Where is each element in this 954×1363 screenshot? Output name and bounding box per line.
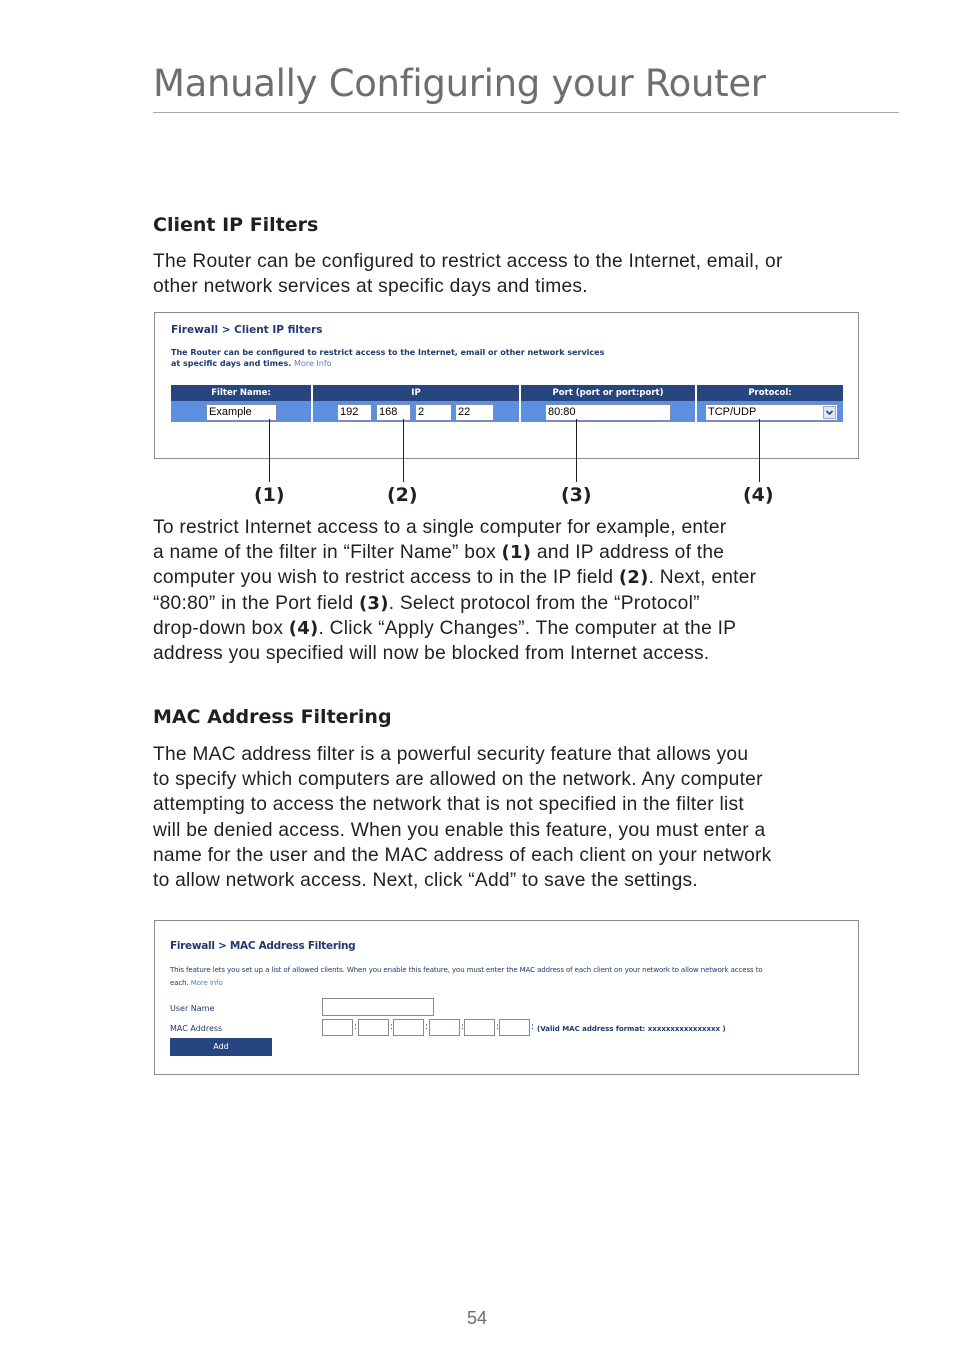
description-line: This feature lets you set up a list of allowed clients. When you enable this feature, you must enter the MAC address of each client on your network to allow network access to [170, 966, 763, 974]
body-text: and IP address of the [531, 542, 725, 564]
title-divider [153, 112, 899, 113]
body-text: . Select protocol from the “Protocol” [388, 592, 700, 614]
mac-octet-3-input[interactable] [393, 1019, 424, 1036]
more-info-link[interactable]: More Info [190, 978, 223, 987]
description-line: at specific days and times. [171, 358, 292, 368]
filter-name-input[interactable]: Example [206, 404, 277, 421]
port-input[interactable]: 80:80 [545, 404, 671, 421]
mac-address-label: MAC Address [170, 1024, 223, 1033]
body-line: The MAC address filter is a powerful security feature that allows you [153, 744, 749, 765]
protocol-selected-value: TCP/UDP [708, 406, 757, 418]
column-header-filter-name: Filter Name: [171, 385, 311, 401]
intro-line: The Router can be configured to restrict access to the Internet, email, or [153, 251, 783, 272]
column-header-ip: IP [313, 385, 519, 401]
client-ip-filters-screenshot [154, 312, 859, 459]
body-line: to allow network access. Next, click “Add” to save the settings. [153, 870, 698, 892]
page-title: Manually Configuring your Router [153, 62, 766, 105]
inline-callout-ref: (2) [618, 567, 649, 589]
mac-octet-4-input[interactable] [429, 1019, 460, 1036]
mac-octet-1-input[interactable] [322, 1019, 353, 1036]
screenshot-description [171, 348, 604, 369]
inline-callout-ref: (3) [358, 592, 389, 614]
callout-line-2 [403, 419, 404, 482]
body-line: To restrict Internet access to a single computer for example, enter [153, 517, 727, 538]
body-line: attempting to access the network that is not specified in the filter list [153, 794, 744, 816]
table-header-row [171, 385, 843, 401]
ip-octet-3-input[interactable]: 2 [415, 404, 452, 421]
mac-octet-5-input[interactable] [464, 1019, 495, 1036]
body-text: . Next, enter [648, 567, 757, 589]
body-line: to specify which computers are allowed on the network. Any computer [153, 769, 763, 791]
mac-filtering-description [153, 742, 933, 893]
page-number: 54 [466, 1308, 488, 1328]
section-heading-client-ip-filters: Client IP Filters [153, 214, 319, 236]
more-info-link[interactable]: More Info [294, 358, 332, 368]
intro-line: other network services at specific days and times. [153, 276, 588, 298]
client-ip-filters-instructions [153, 515, 913, 666]
protocol-select[interactable] [705, 404, 838, 421]
description-line: The Router can be configured to restrict access to the Internet, email or other network services [171, 348, 605, 357]
section-heading-mac-address-filtering: MAC Address Filtering [153, 706, 392, 728]
screenshot-title: Firewall > MAC Address Filtering [170, 940, 356, 952]
callout-label-3: (3) [561, 484, 592, 506]
filter-table [171, 385, 843, 422]
description-line: each. [170, 978, 189, 987]
section-intro [153, 249, 893, 299]
colon-separator: : [531, 1022, 535, 1032]
callout-line-4 [759, 419, 760, 482]
mac-octet-6-input[interactable] [499, 1019, 530, 1036]
screenshot-title: Firewall > Client IP filters [171, 324, 323, 336]
body-text: “80:80” in the Port field [153, 592, 359, 614]
inline-callout-ref: (4) [288, 617, 319, 639]
callout-label-1: (1) [254, 484, 285, 506]
colon-separator: : [390, 1022, 394, 1032]
body-line: address you specified will now be blocked from Internet access. [153, 643, 710, 665]
colon-separator: : [425, 1022, 429, 1032]
body-line: name for the user and the MAC address of each client on your network [153, 844, 772, 866]
chevron-down-icon [823, 406, 836, 419]
screenshot-description [170, 964, 763, 989]
body-line: will be denied access. When you enable this feature, you must enter a [153, 819, 766, 841]
body-text: . Click “Apply Changes”. The computer at the IP [318, 617, 737, 639]
body-text: computer you wish to restrict access to in the IP field [153, 567, 619, 589]
add-button[interactable]: Add [170, 1038, 272, 1056]
colon-separator: : [496, 1022, 500, 1032]
callout-label-2: (2) [387, 484, 418, 506]
ip-octet-1-input[interactable]: 192 [337, 404, 372, 421]
column-header-port: Port (port or port:port) [521, 385, 695, 401]
body-text: a name of the filter in “Filter Name” box [153, 542, 502, 564]
user-name-label: User Name [170, 1004, 215, 1013]
inline-callout-ref: (1) [501, 542, 532, 564]
callout-line-1 [269, 419, 270, 482]
table-row [171, 401, 843, 422]
user-name-input[interactable] [322, 998, 434, 1016]
mac-octet-2-input[interactable] [358, 1019, 389, 1036]
body-text: drop-down box [153, 617, 289, 639]
ip-octet-2-input[interactable]: 168 [376, 404, 411, 421]
colon-separator: : [354, 1022, 358, 1032]
mac-format-hint: (Valid MAC address format: xxxxxxxxxxxxxxxx ) [537, 1025, 726, 1033]
mac-address-filtering-screenshot [154, 920, 859, 1075]
callout-label-4: (4) [743, 484, 774, 506]
column-header-protocol: Protocol: [697, 385, 843, 401]
ip-octet-4-input[interactable]: 22 [455, 404, 494, 421]
colon-separator: : [461, 1022, 465, 1032]
callout-line-3 [576, 419, 577, 482]
